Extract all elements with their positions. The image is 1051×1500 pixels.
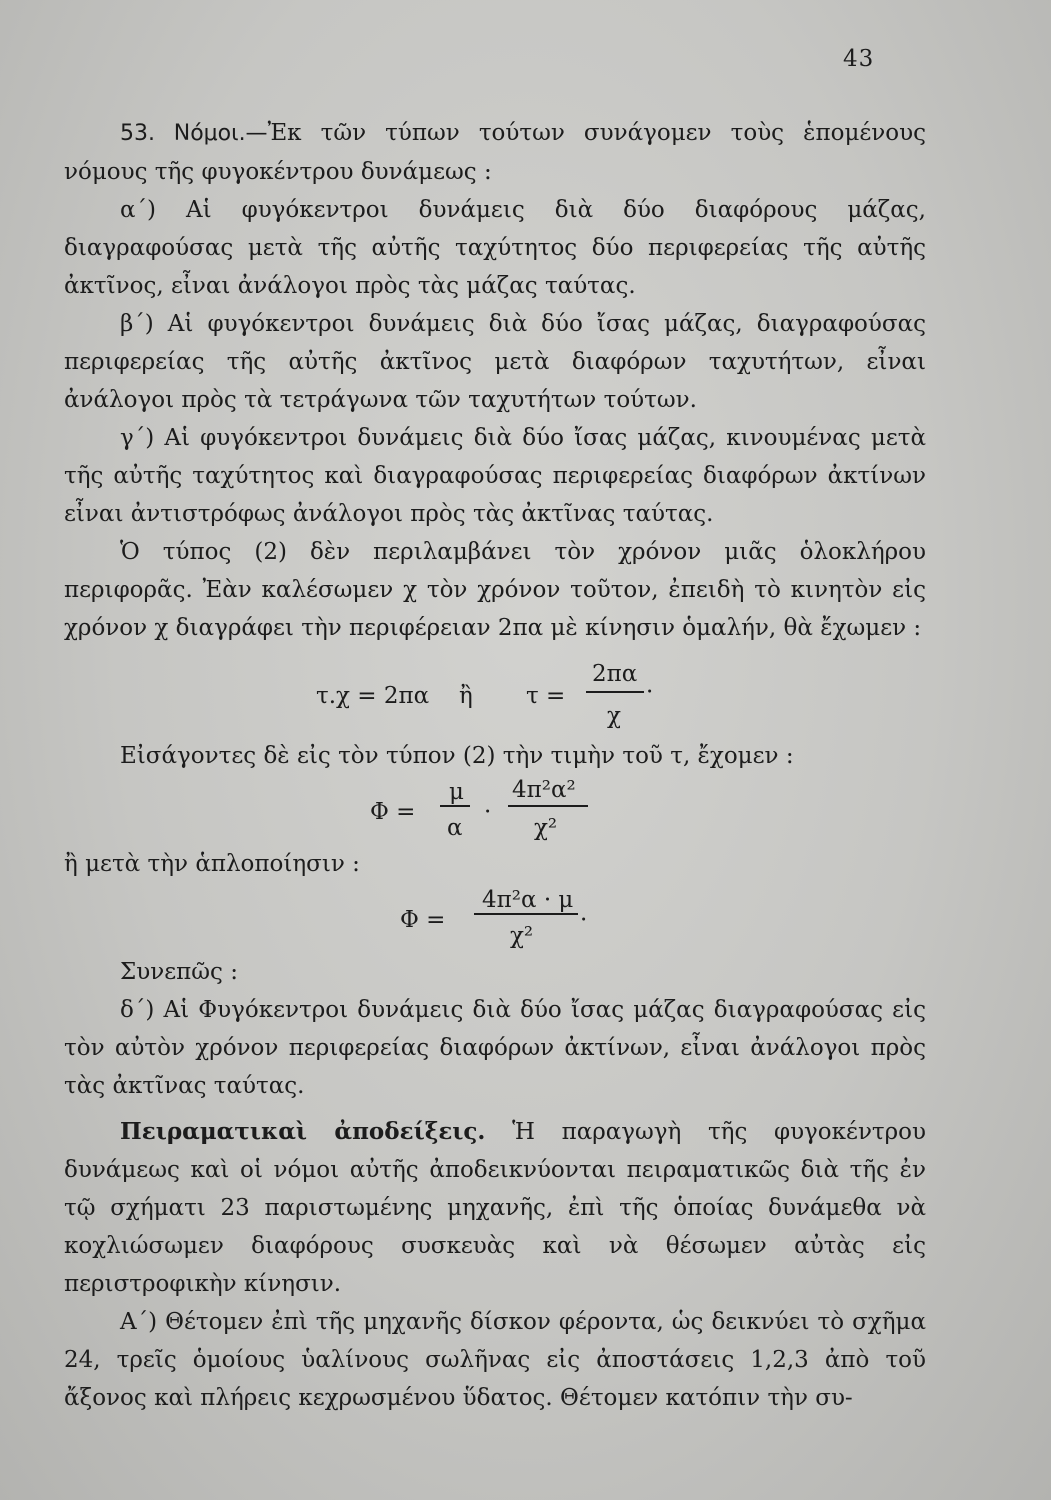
page-number: 43 xyxy=(843,46,875,72)
formula-period-end: · xyxy=(646,679,654,705)
formula-period-denominator: χ xyxy=(607,703,621,729)
formula-simplified xyxy=(64,879,926,949)
formula-simplified-lhs: Φ = xyxy=(400,907,446,933)
law-alpha: α΄) Αἱ φυγόκεντροι δυνάμεις διὰ δύο διαφόρους μάζας, διαγραφούσας μετὰ τῆς αὐτῆς ταχύτητος δύο περιφερείας τῆς αὐτῆς ἀκτῖνος, εἶναι ἀνάλογοι πρὸς τὰς μάζας ταύτας. xyxy=(64,197,926,299)
experimental-heading: Πειραματικαὶ ἀποδείξεις. xyxy=(120,1118,486,1145)
formula-simplified-denominator: χ² xyxy=(510,923,534,949)
formula-force-den2: χ² xyxy=(534,815,558,841)
law-beta: β΄) Αἱ φυγόκεντροι δυνάμεις διὰ δύο ἴσας μάζας, διαγραφούσας περιφερείας τῆς αὐτῆς ἀκτῖνος μετὰ διαφόρων ταχυτήτων, εἶναι ἀνάλογοι πρὸς τὰ τετράγωνα τῶν ταχυτήτων τούτων. xyxy=(64,311,926,413)
formula-period-left: τ.χ = 2πα xyxy=(316,683,430,709)
formula-force-num1: μ xyxy=(449,779,464,805)
page-content xyxy=(64,114,926,1417)
section-paragraph xyxy=(64,114,926,191)
formula-period-tau: τ = xyxy=(526,683,566,709)
formula-force-dot: · xyxy=(484,799,492,825)
formula-period xyxy=(64,647,926,729)
formula-period-fraction-bar xyxy=(586,691,644,693)
section-text: Ἐκ τῶν τύπων τούτων συνάγομεν τοὺς ἑπομένους νόμους τῆς φυγοκέντρου δυνάμεως : xyxy=(64,120,926,185)
law-delta: δ΄) Αἱ Φυγόκεντροι δυνάμεις διὰ δύο ἴσας μάζας διαγραφούσας εἰς τὸν αὐτὸν χρόνον περιφερείας διαφόρων ἀκτίνων, εἶναι ἀνάλογοι πρὸς τὰς ἀκτῖνας ταύτας. xyxy=(64,997,926,1099)
formula-period-or: ἢ xyxy=(459,683,473,709)
period-paragraph: Ὁ τύπος (2) δὲν περιλαμβάνει τὸν χρόνον μιᾶς ὁλοκλήρου περιφορᾶς. Ἐὰν καλέσωμεν χ τὸν χρόνον τοῦτον, ἐπειδὴ τὸ κινητὸν εἰς χρόνον χ διαγράφει τὴν περιφέρειαν 2πα μὲ κίνησιν ὁμαλήν, θὰ ἔχωμεν : xyxy=(64,539,926,641)
formula-force-bar1 xyxy=(440,805,470,807)
formula-simplified-end: · xyxy=(580,907,588,933)
formula-force-num2: 4π²α² xyxy=(512,777,576,803)
intro-paragraph: Εἰσάγοντες δὲ εἰς τὸν τύπον (2) τὴν τιμὴν τοῦ τ, ἔχομεν : xyxy=(120,743,794,769)
experimental-text: Ἡ παραγωγὴ τῆς φυγοκέντρου δυνάμεως καὶ οἱ νόμοι αὐτῆς ἀποδεικνύονται πειραματικῶς διὰ τῆς ἐν τῷ σχήματι 23 παριστωμένης μηχανῆς, ἐπὶ τῆς ὁποίας δυνάμεθα νὰ κοχλιώσωμεν διαφόρους συσκευὰς καὶ νὰ θέσωμεν αὐτὰς εἰς περιστροφικὴν κίνησιν. xyxy=(64,1119,926,1297)
section-heading: 53. Νόμοι.— xyxy=(120,121,268,146)
law-gamma: γ΄) Αἱ φυγόκεντροι δυνάμεις διὰ δύο ἴσας μάζας, κινουμένας μετὰ τῆς αὐτῆς ταχύτητος καὶ διαγραφούσας περιφερείας διαφόρων ἀκτίνων εἶναι ἀντιστρόφως ἀνάλογοι πρὸς τὰς ἀκτῖνας ταύτας. xyxy=(64,425,926,527)
final-paragraph: Α΄) Θέτομεν ἐπὶ τῆς μηχανῆς δίσκον φέροντα, ὡς δεικνύει τὸ σχῆμα 24, τρεῖς ὁμοίους ὑαλίνους σωλῆνας εἰς ἀποστάσεις 1,2,3 ἀπὸ τοῦ ἄξονος καὶ πλήρεις κεχρωσμένου ὕδατος. Θέτομεν κατόπιν τὴν συ- xyxy=(64,1309,926,1411)
simplification-note: ἢ μετὰ τὴν ἁπλοποίησιν : xyxy=(64,851,360,877)
formula-force xyxy=(64,775,926,845)
formula-simplified-bar xyxy=(474,913,578,915)
formula-force-lhs: Φ = xyxy=(370,799,416,825)
formula-period-numerator: 2πα xyxy=(592,661,638,687)
consequently-label: Συνεπῶς : xyxy=(120,959,238,985)
experimental-paragraph xyxy=(64,1113,926,1303)
formula-simplified-numerator: 4π²α · μ xyxy=(482,887,574,913)
formula-force-bar2 xyxy=(508,805,588,807)
formula-force-den1: α xyxy=(447,815,463,841)
